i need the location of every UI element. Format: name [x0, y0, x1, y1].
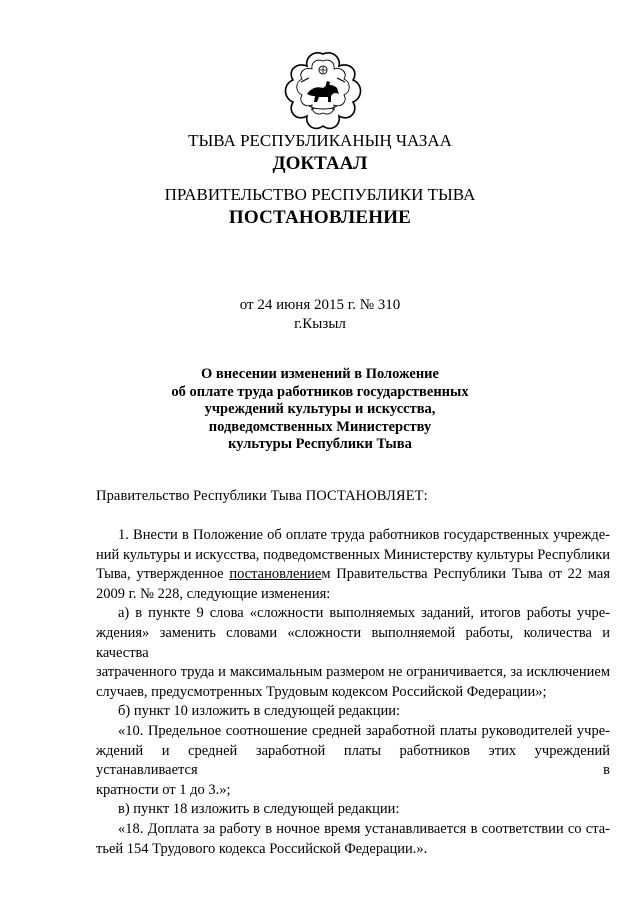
text-line: тьей 154 Трудового кодекса Российской Федерации.». — [96, 840, 428, 857]
text-line: «10. Предельное соотношение средней заработной платы руководителей учре- — [118, 722, 610, 739]
subparagraph-a — [96, 604, 610, 702]
text-line: 2009 г. № 228, следующие изменения: — [96, 585, 331, 602]
title-line: О внесении изменений в Положение — [201, 366, 439, 382]
text-line: затраченного труда и максимальным размером не ограничивается, за исключением — [96, 664, 610, 681]
document-date: от 24 июня 2015 г. № 310 — [239, 297, 401, 313]
document-city: г.Кызыл — [294, 316, 346, 332]
title-line: культуры Республики Тыва — [228, 436, 412, 452]
paragraph-1 — [96, 526, 610, 604]
subparagraph-b: б) пункт 10 изложить в следующей редакции: — [118, 703, 400, 720]
text-line: ждения» заменить словами «сложности выполняемой работы, количества и качества — [96, 624, 610, 661]
coat-of-arms-emblem — [281, 48, 365, 132]
text-line: а) в пункте 9 слова «сложности выполняемых заданий, итогов работы учре- — [118, 605, 610, 622]
header-tyva-government: ТЫВА РЕСПУБЛИКАНЫҢ ЧАЗАА — [188, 131, 452, 150]
postanovlenie-link[interactable]: постановление — [229, 566, 322, 583]
header-government: ПРАВИТЕЛЬСТВО РЕСПУБЛИКИ ТЫВА — [164, 185, 476, 204]
quote-point-18 — [96, 820, 610, 859]
text-line: ждений и средней заработной платы работников этих учреждений устанавливается в — [96, 742, 610, 779]
title-line: об оплате труда работников государственных — [171, 383, 469, 400]
header-doktaal: ДОКТААЛ — [272, 153, 368, 174]
text-line: случаев, предусмотренных Трудовым кодексом Российской Федерации»; — [96, 683, 547, 700]
text-line: 1. Внести в Положение об оплате труда работников государственных учрежде- — [118, 527, 610, 543]
text-segment: Правительства Республики Тыва от 22 мая — [336, 566, 610, 583]
text-line: кратности от 1 до 3.»; — [96, 781, 231, 798]
document-body — [96, 526, 610, 859]
title-line: подведомственных Министерству — [208, 418, 432, 435]
quote-point-10 — [96, 722, 610, 800]
subparagraph-v: в) пункт 18 изложить в следующей редакции: — [118, 801, 400, 818]
text-line: «18. Доплата за работу в ночное время устанавливается в соответствии со ста- — [118, 820, 610, 837]
text-segment: Тыва, утвержденное — [96, 566, 224, 583]
text-line — [96, 565, 610, 585]
title-line: учреждений культуры и искусства, — [204, 401, 436, 417]
text-segment: м — [321, 566, 331, 583]
text-line: ний культуры и искусства, подведомственных Министерству культуры Республики — [96, 546, 610, 563]
intro-paragraph: Правительство Республики Тыва ПОСТАНОВЛЯЕТ: — [96, 488, 428, 504]
header-postanovlenie: ПОСТАНОВЛЕНИЕ — [228, 207, 412, 228]
document-title — [0, 366, 640, 454]
